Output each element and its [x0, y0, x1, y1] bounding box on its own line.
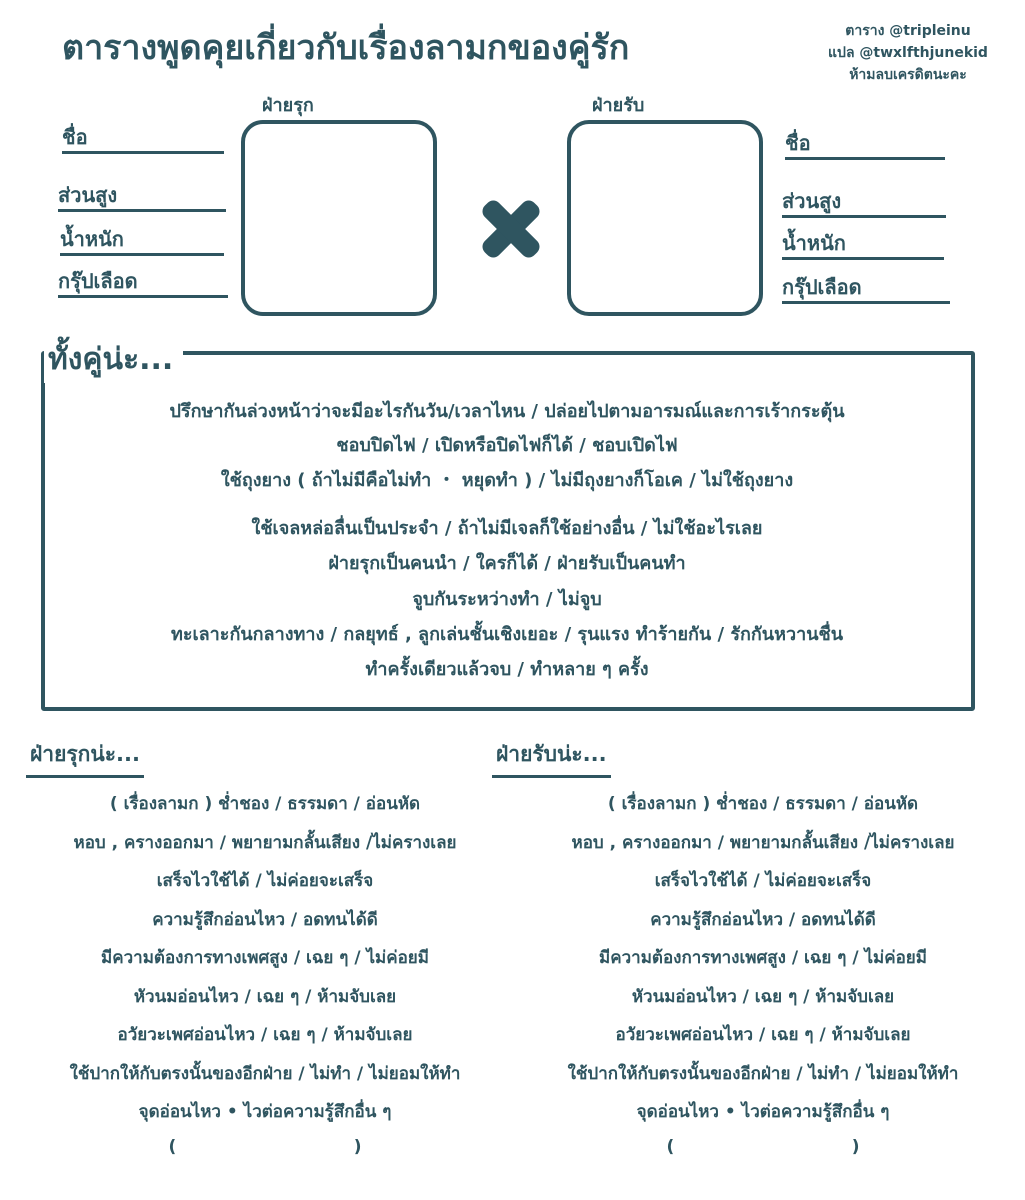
top-options-list [20, 790, 510, 1175]
bottom-options-list [518, 790, 1008, 1175]
bottom-option[interactable]: ( เรื่องลามก ) ช่ำชอง / ธรรมดา / อ่อนหัด [607, 794, 919, 814]
both-option-line[interactable]: จูบกันระหว่างทำ / ไม่จูบ [412, 589, 602, 610]
both-option-line[interactable]: ชอบปิดไฟ / เปิดหรือปิดไฟก็ได้ / ชอบเปิดไฟ [336, 435, 678, 456]
credit-table: ตาราง @tripleinu [845, 23, 971, 39]
x-mark-icon [480, 198, 542, 260]
bottom-option[interactable]: หอบ , ครางออกมา / พยายามกลั้นเสียง /ไม่ครางเลย [571, 832, 955, 853]
bottom-option-blank[interactable]: ( ) [666, 1136, 860, 1157]
bottom-label: ฝ่ายรับ [592, 95, 645, 116]
bottom-photo-frame[interactable] [567, 120, 763, 316]
bottom-weight-field[interactable]: น้ำหนัก [782, 228, 944, 260]
both-option-line[interactable]: ใช้เจลหล่อลื่นเป็นประจำ / ถ้าไม่มีเจลก็ใช้อย่างอื่น / ไม่ใช้อะไรเลย [251, 518, 763, 539]
top-option[interactable]: มีความต้องการทางเพศสูง / เฉย ๆ / ไม่ค่อยมี [101, 948, 429, 968]
top-weight-field[interactable]: น้ำหนัก [60, 224, 224, 256]
bottom-option[interactable]: มีความต้องการทางเพศสูง / เฉย ๆ / ไม่ค่อยมี [599, 948, 927, 968]
both-option-line[interactable]: ทะเลาะกันกลางทาง / กลยุทธ์ , ลูกเล่นชั้นเชิงเยอะ / รุนแรง ทำร้ายกัน / รักกันหวานชื่น [170, 624, 844, 645]
top-label: ฝ่ายรุก [262, 95, 314, 116]
top-option[interactable]: หัวนมอ่อนไหว / เฉย ๆ / ห้ามจับเลย [133, 986, 397, 1007]
top-name-field[interactable]: ชื่อ [62, 122, 224, 154]
bottom-option[interactable]: หัวนมอ่อนไหว / เฉย ๆ / ห้ามจับเลย [631, 986, 895, 1007]
bottom-section-heading: ฝ่ายรับน่ะ... [492, 738, 611, 778]
top-option[interactable]: อวัยวะเพศอ่อนไหว / เฉย ๆ / ห้ามจับเลย [117, 1025, 413, 1045]
bottom-name-field[interactable]: ชื่อ [785, 128, 945, 160]
bottom-option[interactable]: อวัยวะเพศอ่อนไหว / เฉย ๆ / ห้ามจับเลย [615, 1025, 911, 1045]
top-option-blank[interactable]: ( ) [168, 1136, 362, 1157]
credit-notice: ห้ามลบเครดิตนะคะ [849, 67, 967, 83]
top-section-heading: ฝ่ายรุกน่ะ... [26, 738, 144, 778]
top-option[interactable]: ใช้ปากให้กับตรงนั้นของอีกฝ่าย / ไม่ทำ / ไม่ยอมให้ทำ [69, 1063, 461, 1084]
top-option[interactable]: ( เรื่องลามก ) ช่ำชอง / ธรรมดา / อ่อนหัด [109, 794, 421, 814]
credits [808, 20, 1008, 86]
both-heading: ทั้งคู่น่ะ... [44, 336, 183, 383]
bottom-bloodtype-field[interactable]: กรุ๊ปเลือด [782, 272, 950, 304]
bottom-option[interactable]: ความรู้สึกอ่อนไหว / อดทนได้ดี [650, 909, 876, 930]
top-photo-frame[interactable] [241, 120, 437, 316]
top-option[interactable]: ความรู้สึกอ่อนไหว / อดทนได้ดี [152, 909, 378, 930]
both-option-line[interactable]: ทำครั้งเดียวแล้วจบ / ทำหลาย ๆ ครั้ง [365, 659, 649, 680]
top-bloodtype-field[interactable]: กรุ๊ปเลือด [58, 266, 228, 298]
top-option[interactable]: หอบ , ครางออกมา / พยายามกลั้นเสียง /ไม่ครางเลย [73, 832, 457, 853]
top-option[interactable]: จุดอ่อนไหว • ไวต่อความรู้สึกอื่น ๆ [138, 1102, 392, 1122]
page-title: ตารางพูดคุยเกี่ยวกับเรื่องลามกของคู่รัก [62, 28, 630, 68]
bottom-option[interactable]: ใช้ปากให้กับตรงนั้นของอีกฝ่าย / ไม่ทำ / ไม่ยอมให้ทำ [567, 1063, 959, 1084]
top-option[interactable]: เสร็จไวใช้ได้ / ไม่ค่อยจะเสร็จ [156, 871, 374, 891]
bottom-height-field[interactable]: ส่วนสูง [782, 186, 946, 218]
both-option-line[interactable]: ฝ่ายรุกเป็นคนนำ / ใครก็ได้ / ฝ่ายรับเป็นคนทำ [328, 553, 686, 574]
both-option-line[interactable]: ปรึกษากันล่วงหน้าว่าจะมีอะไรกันวัน/เวลาไหน / ปล่อยไปตามอารมณ์และการเร้ากระตุ้น [169, 401, 845, 422]
both-option-line[interactable]: ใช้ถุงยาง ( ถ้าไม่มีคือไม่ทำ ・ หยุดทำ ) / ไม่มีถุงยางก็โอเค / ไม่ใช้ถุงยาง [220, 470, 794, 491]
bottom-option[interactable]: จุดอ่อนไหว • ไวต่อความรู้สึกอื่น ๆ [636, 1102, 890, 1122]
top-height-field[interactable]: ส่วนสูง [58, 180, 226, 212]
credit-translation: แปล @twxlfthjunekid [828, 45, 988, 61]
bottom-option[interactable]: เสร็จไวใช้ได้ / ไม่ค่อยจะเสร็จ [654, 871, 872, 891]
